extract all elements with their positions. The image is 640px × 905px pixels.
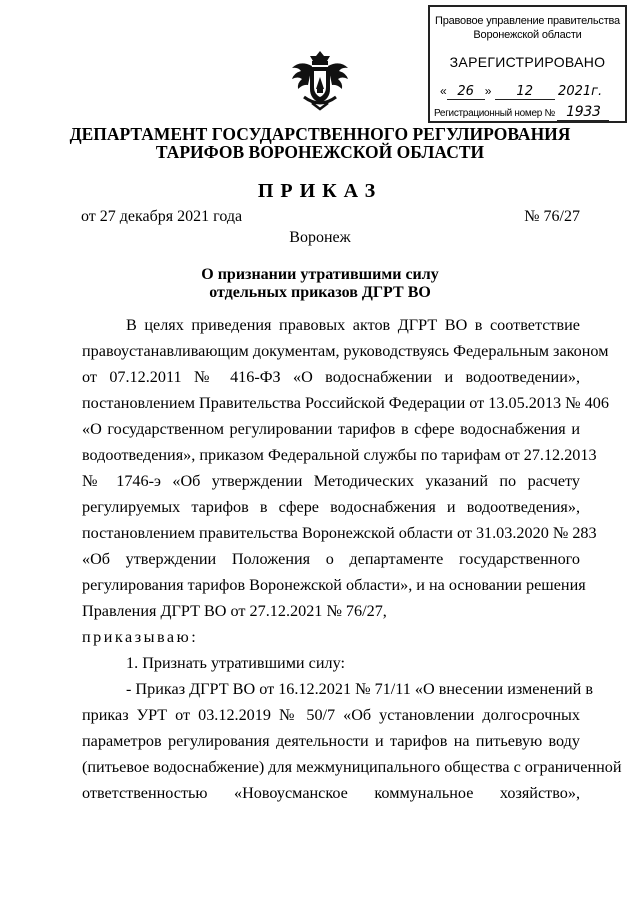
stamp-registered: ЗАРЕГИСТРИРОВАНО	[449, 54, 606, 70]
body-line: параметров регулирования деятельности и тарифов на питьевую воду	[82, 732, 580, 750]
registration-stamp	[428, 5, 627, 123]
stamp-regno-label: Регистрационный номер №	[434, 108, 555, 119]
subject-line1: О признании утратившими силу	[201, 266, 439, 283]
stamp-regno-row	[434, 104, 609, 121]
body-line: водоотведения», приказом Федеральной службы по тарифам от 27.12.2013	[82, 446, 597, 464]
body-line: регулируемых тарифов в сфере водоснабжения и водоотведения»,	[82, 498, 580, 516]
body-line: 1. Признать утратившими силу:	[126, 654, 345, 672]
body-line: - Приказ ДГРТ ВО от 16.12.2021 № 71/11 «О внесении изменений в	[126, 680, 594, 698]
department-title-line2: ТАРИФОВ ВОРОНЕЖСКОЙ ОБЛАСТИ	[155, 142, 485, 162]
document-date: от 27 декабря 2021 года	[81, 208, 243, 225]
stamp-org-line2: Воронежской области	[473, 29, 582, 41]
body-line: регулирования тарифов Воронежской области», и на основании решения	[82, 576, 586, 594]
body-line: (питьевое водоснабжение) для межмуниципального общества с ограниченной	[82, 758, 622, 776]
body-line: от 07.12.2011 № 416-ФЗ «О водоснабжении и водоотведении»,	[82, 368, 580, 386]
document-city: Воронеж	[289, 229, 351, 246]
body-line: правоустанавливающим документам, руководствуясь Федеральным законом	[82, 342, 609, 360]
body-line: В целях приведения правовых актов ДГРТ ВО в соответствие	[126, 316, 580, 334]
document-type: ПРИКАЗ	[257, 180, 383, 202]
stamp-date: « 26 » 12 2021г.	[440, 84, 603, 99]
stamp-month: 12	[495, 84, 555, 100]
document-body	[82, 312, 622, 806]
body-line: «О государственном регулировании тарифов в сфере водоснабжения и	[82, 420, 580, 438]
body-line: «Об утверждении Положения о департаменте государственного	[82, 550, 580, 568]
body-line: постановлением Правительства Российской Федерации от 13.05.2013 № 406	[82, 394, 609, 412]
body-line: № 1746-э «Об утверждении Методических указаний по расчету	[82, 472, 580, 490]
department-title-line1: ДЕПАРТАМЕНТ ГОСУДАРСТВЕННОГО РЕГУЛИРОВАНИЯ	[69, 124, 571, 144]
body-line-order: приказываю:	[82, 628, 199, 646]
coat-of-arms-icon	[290, 49, 350, 111]
body-line: постановлением правительства Воронежской области от 31.03.2020 № 283	[82, 524, 597, 542]
stamp-regno: 1933	[557, 104, 609, 121]
body-line: ответственностью «Новоусманское коммунальное хозяйство»,	[82, 784, 580, 802]
stamp-year: 2021	[558, 84, 592, 99]
body-line: Правления ДГРТ ВО от 27.12.2021 № 76/27,	[82, 602, 387, 620]
stamp-day: 26	[447, 84, 485, 100]
document-number: № 76/27	[524, 208, 580, 225]
subject-line2: отдельных приказов ДГРТ ВО	[209, 284, 431, 301]
stamp-org-line1: Правовое управление правительства	[435, 15, 620, 27]
body-line: приказ УРТ от 03.12.2019 № 50/7 «Об установлении долгосрочных	[82, 706, 580, 724]
